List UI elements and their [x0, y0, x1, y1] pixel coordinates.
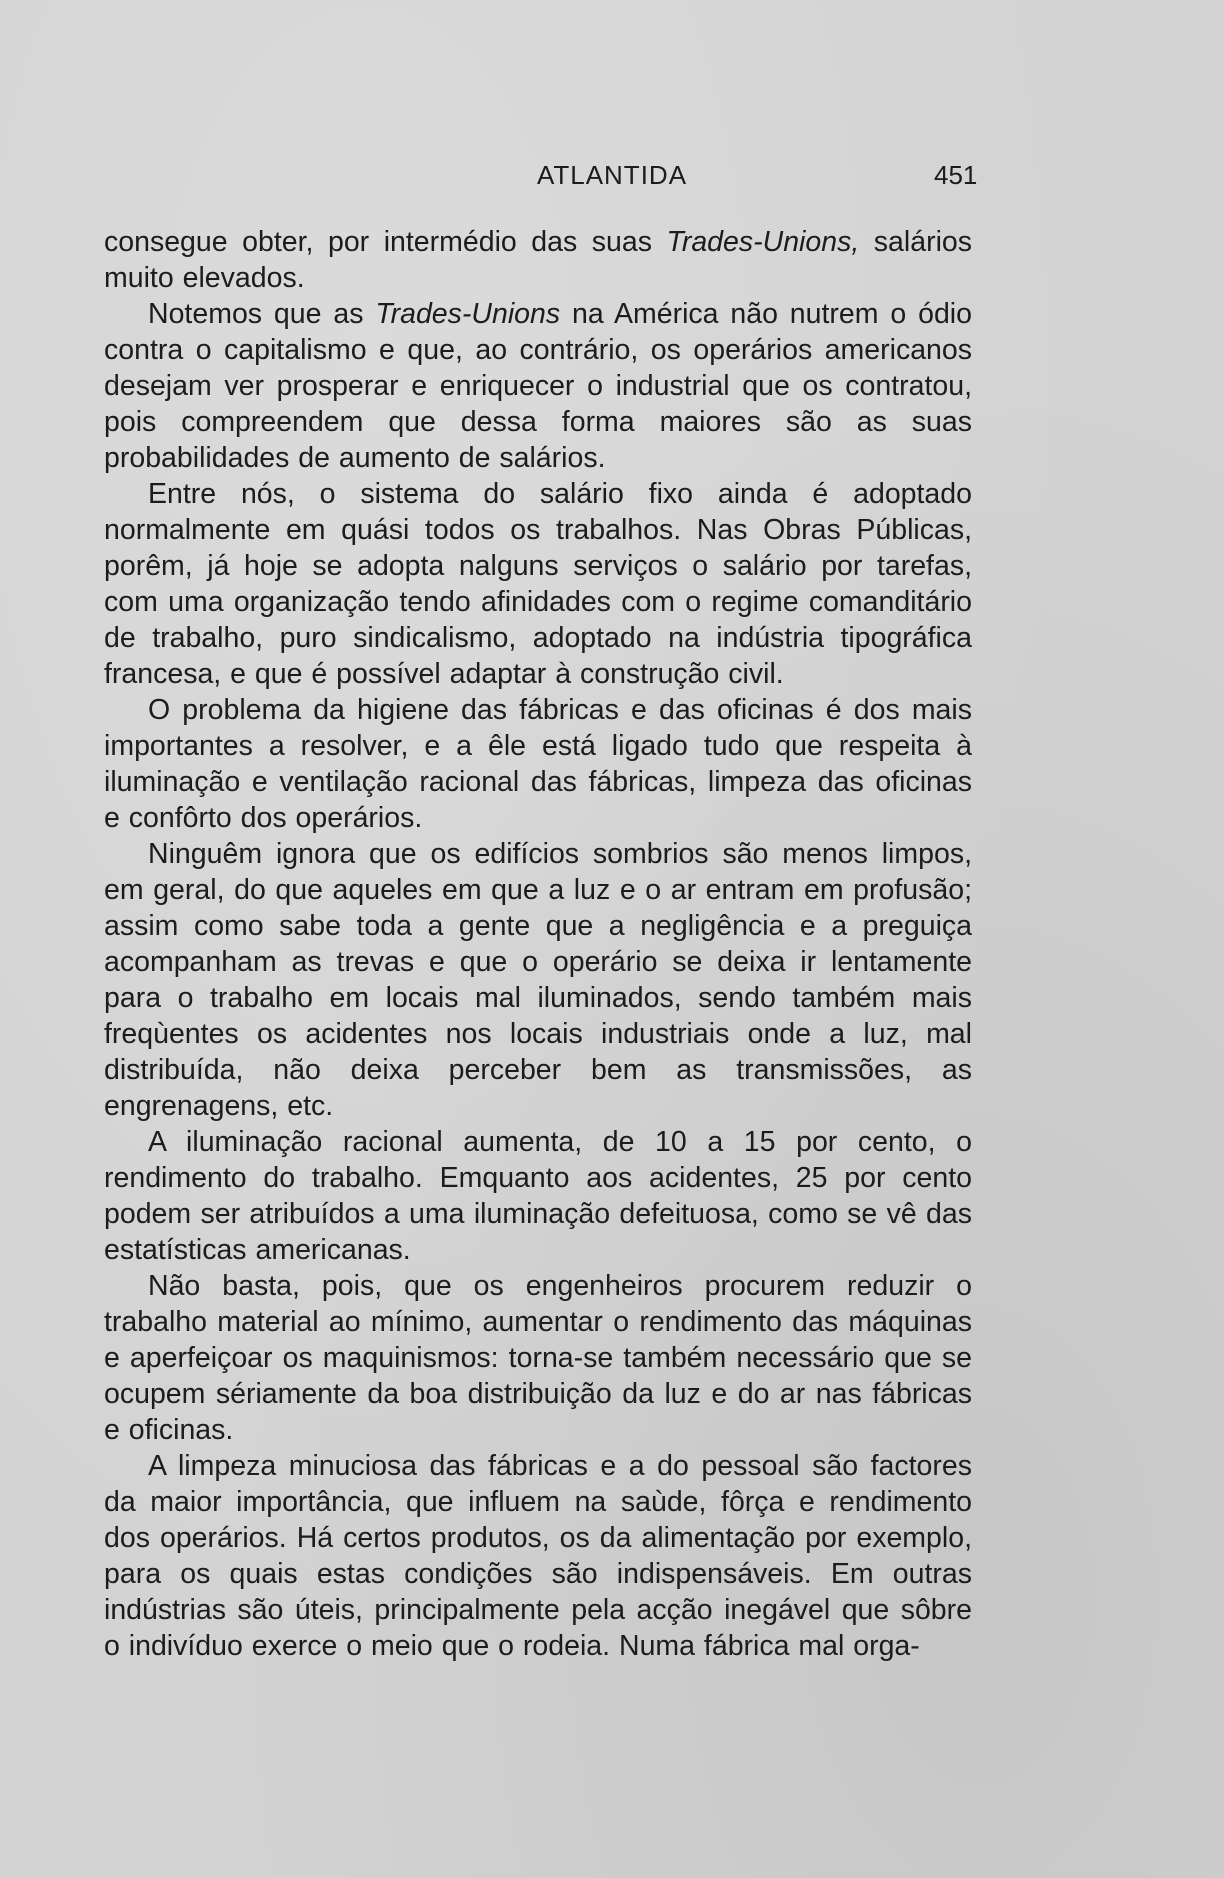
paragraph-text: salários muito elevados. — [104, 226, 973, 294]
italic-term: Trades-Unions, — [666, 226, 860, 258]
italic-term: Trades-Unions — [375, 298, 561, 330]
paragraph-7: Não basta, pois, que os engenheiros procurem reduzir o trabalho material ao mínimo, aumentar o rendimento das máquinas e aperfeiçoar os maquinismos: torna-se também necessário que se ocupem sériamente da boa distribuição da luz e do ar nas fábricas e oficinas. — [104, 1270, 972, 1446]
paragraph-text: na América não nutrem o ódio contra o capitalismo e que, ao contrário, os operários americanos desejam ver prosperar e enriquecer o industrial que os contratou, pois compreendem que dessa forma maiores são as suas probabilidades de aumento de salários. — [104, 298, 972, 474]
page-number: 451 — [934, 160, 978, 190]
paragraph-5: Ninguêm ignora que os edifícios sombrios são menos limpos, em geral, do que aqueles em que a luz e o ar entram em profusão; assim como sabe toda a gente que a negligência e a preguiça acompanham as trevas e que o operário se deixa ir lentamente para o trabalho em locais mal iluminados, sendo também mais freqùentes os acidentes nos locais industriais onde a luz, mal distribuída, não deixa perceber bem as transmissões, as engrenagens, etc. — [104, 838, 972, 1122]
paragraph-1 — [104, 224, 972, 296]
body-text — [104, 224, 972, 1664]
paragraph-4: O problema da higiene das fábricas e das oficinas é dos mais importantes a resolver, e a êle está ligado tudo que respeita à iluminação e ventilação racional das fábricas, limpeza das oficinas e confôrto dos operários. — [104, 694, 972, 834]
paragraph-text: Notemos que as — [148, 298, 376, 330]
paragraph-8: A limpeza minuciosa das fábricas e a do pessoal são factores da maior importância, que influem na saùde, fôrça e rendimento dos operários. Há certos produtos, os da alimentação por exemplo, para os quais estas condições são indispensáveis. Em outras indústrias são úteis, principalmente pela acção inegável que sôbre o indivíduo exerce o meio que o rodeia. Numa fábrica mal orga- — [104, 1450, 972, 1662]
paragraph-3: Entre nós, o sistema do salário fixo ainda é adoptado normalmente em quási todos os trabalhos. Nas Obras Públicas, porêm, já hoje se adopta nalguns serviços o salário por tarefas, com uma organização tendo afinidades com o regime comanditário de trabalho, puro sindicalismo, adoptado na indústria tipográfica francesa, e que é possível adaptar à construção civil. — [104, 478, 972, 690]
paragraph-2 — [104, 296, 972, 476]
running-title: ATLANTIDA — [536, 160, 688, 190]
paragraph-6: A iluminação racional aumenta, de 10 a 15 por cento, o rendimento do trabalho. Emquanto aos acidentes, 25 por cento podem ser atribuídos a uma iluminação defeituosa, como se vê das estatísticas americanas. — [104, 1126, 972, 1266]
paragraph-text: consegue obter, por intermédio das suas — [104, 226, 667, 258]
